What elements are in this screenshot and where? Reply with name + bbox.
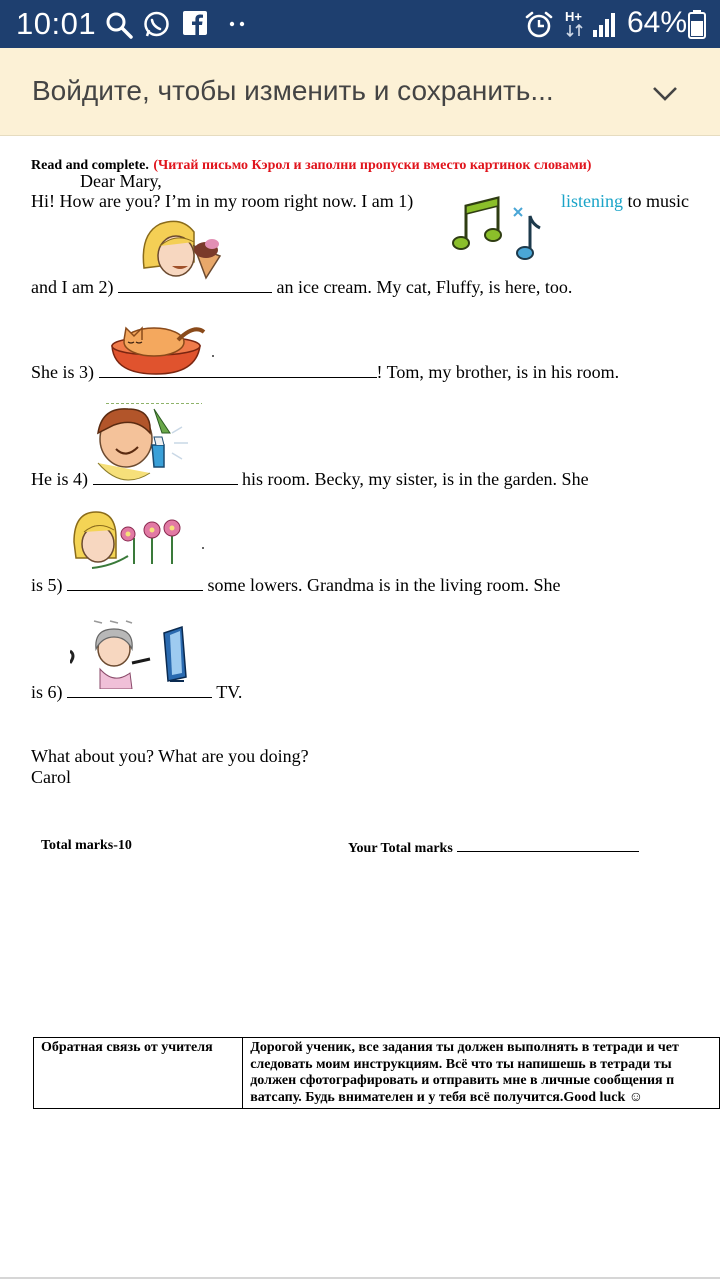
- feedback-line: ватсапу. Будь внимателен и у тебя всё получится.Good luck ☺: [250, 1089, 644, 1105]
- answer-listening: listening: [561, 191, 623, 211]
- network-type: H+: [565, 9, 582, 24]
- line-5-after: some lowers. Grandma is in the living room. She: [207, 575, 561, 595]
- signature: Carol: [31, 767, 71, 787]
- line-3: [31, 362, 619, 383]
- line-4: [31, 469, 589, 490]
- line-6: [31, 682, 242, 703]
- line-1-after: to music: [627, 191, 689, 211]
- your-total-marks-blank[interactable]: [457, 838, 639, 852]
- line-4-before: He is 4): [31, 469, 88, 489]
- sign-in-banner[interactable]: [0, 48, 720, 136]
- line-2-before: and I am 2): [31, 277, 114, 297]
- feedback-header-cell: [34, 1038, 243, 1109]
- answer-blank-5[interactable]: [67, 575, 203, 591]
- grandma-tv-image: [70, 619, 192, 689]
- feedback-line: Дорогой ученик, все задания ты должен выполнять в тетради и чет: [250, 1040, 679, 1055]
- line-6-before: is 6): [31, 682, 63, 702]
- answer-blank-2[interactable]: [118, 277, 272, 293]
- feedback-line: должен сфотографировать и отправить мне в личные сообщения п: [250, 1073, 675, 1088]
- feedback-body-cell: [243, 1038, 720, 1109]
- greeting: Dear Mary,: [80, 171, 162, 191]
- line-1-text: Hi! How are you? I’m in my room right now. I am 1): [31, 191, 414, 211]
- total-marks: Total marks-10: [41, 838, 132, 853]
- chevron-down-icon[interactable]: [650, 84, 680, 104]
- status-time: 10:01: [16, 6, 97, 41]
- facebook-icon: [182, 10, 208, 36]
- battery-icon: [688, 9, 706, 39]
- line-5-before: is 5): [31, 575, 63, 595]
- answer-blank-3[interactable]: [99, 362, 377, 378]
- search-icon: [104, 10, 134, 40]
- answer-blank-4[interactable]: [93, 469, 238, 485]
- more-dots-icon: [228, 10, 248, 36]
- alarm-icon: [524, 10, 554, 40]
- instruction-text: Read and complete.: [31, 158, 149, 173]
- your-total-marks-line: [348, 836, 639, 857]
- feedback-line: следовать моим инструкциям. Всё что ты напишешь в тетради ты: [250, 1056, 672, 1072]
- line-6-after: TV.: [216, 682, 243, 702]
- page-bottom-divider: [0, 1277, 720, 1279]
- answer-blank-6[interactable]: [67, 682, 212, 698]
- feedback-header: Обратная связь от учителя: [41, 1040, 213, 1055]
- girl-flowers-image: [72, 508, 206, 576]
- teacher-feedback-table: [33, 1037, 720, 1109]
- whatsapp-icon: [142, 10, 171, 39]
- signal-icon: [592, 12, 618, 38]
- closing-question: What about you? What are you doing?: [31, 746, 309, 766]
- banner-text: Войдите, чтобы изменить и сохранить...: [32, 75, 554, 106]
- battery-percent: 64%: [627, 6, 688, 39]
- line-2: [31, 277, 572, 298]
- line-1-answer-group: [561, 191, 689, 212]
- data-arrows-icon: [566, 24, 584, 38]
- line-2-after: an ice cream. My cat, Fluffy, is here, too.: [276, 277, 573, 297]
- status-bar: [0, 0, 720, 48]
- line-3-after: ! Tom, my brother, is in his room.: [376, 362, 620, 382]
- line-4-after: his room. Becky, my sister, is in the garden. She: [242, 469, 589, 489]
- worksheet-document: [0, 136, 720, 1280]
- your-total-marks-label: Your Total marks: [348, 841, 453, 856]
- line-3-before: She is 3): [31, 362, 94, 382]
- line-5: [31, 575, 560, 596]
- instruction-russian: (Читай письмо Кэрол и заполни пропуски вместо картинок словами): [153, 158, 592, 173]
- music-notes-icon: [452, 194, 544, 264]
